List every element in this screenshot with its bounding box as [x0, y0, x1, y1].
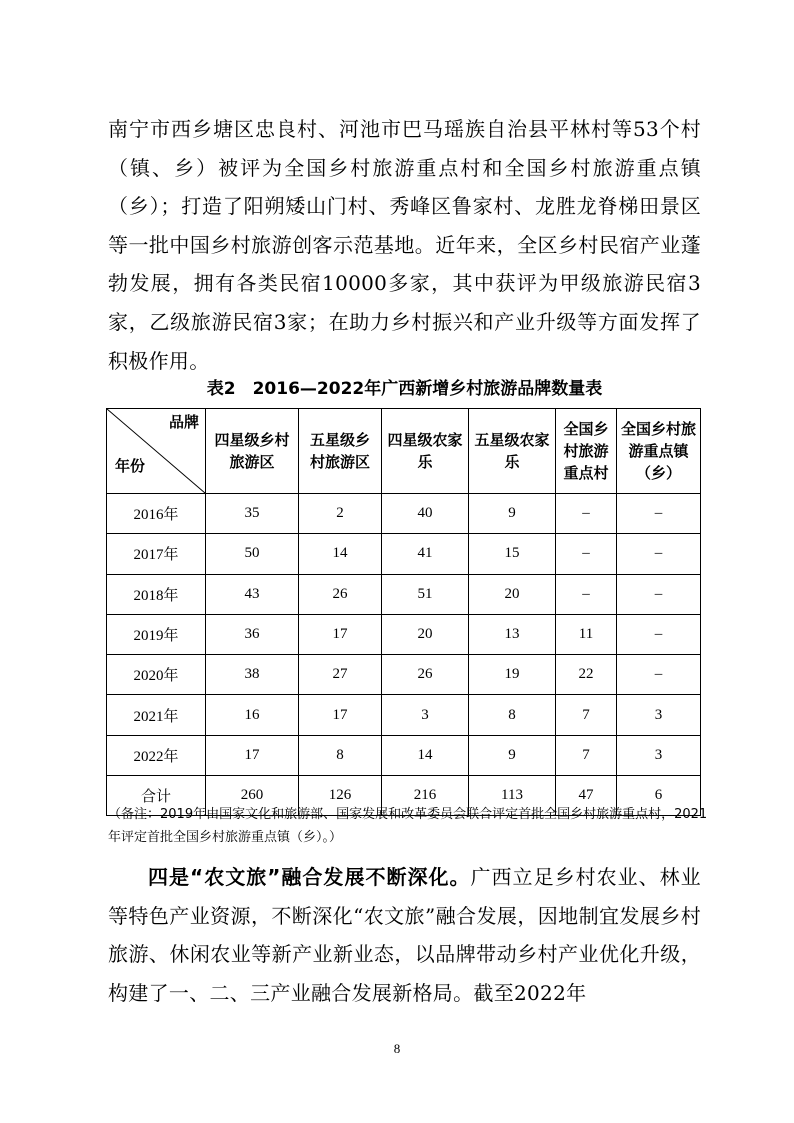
- year-cell: 2021年: [107, 695, 206, 735]
- paragraph-2: [108, 858, 701, 1012]
- table-row: [107, 574, 701, 614]
- table-cell: –: [556, 574, 617, 614]
- table-cell: –: [617, 574, 701, 614]
- table-cell: 3: [382, 695, 469, 735]
- table-cell: –: [617, 614, 701, 654]
- table-cell: 27: [299, 655, 382, 695]
- column-header: 四星级乡村旅游区: [206, 409, 299, 494]
- year-cell: 2020年: [107, 655, 206, 695]
- table-cell: 7: [556, 695, 617, 735]
- corner-header-cell: [107, 409, 206, 494]
- year-cell: 2018年: [107, 574, 206, 614]
- column-header: 五星级农家乐: [469, 409, 556, 494]
- table-cell: 260: [206, 776, 299, 816]
- table-body: [107, 494, 701, 816]
- table-cell: 216: [382, 776, 469, 816]
- table-cell: 41: [382, 534, 469, 574]
- paragraph-2-body: 广西立足乡村农业、林业等特色产业资源，不断深化“农文旅”融合发展，因地制宜发展乡村旅游、休闲农业等新产业新业态，以品牌带动乡村产业优化升级，构建了一、二、三产业融合发展新格局。截至2022年: [108, 865, 701, 1005]
- year-cell: 2022年: [107, 735, 206, 775]
- table-cell: 38: [206, 655, 299, 695]
- brand-table: [106, 408, 701, 816]
- table-row: [107, 695, 701, 735]
- table-cell: 26: [299, 574, 382, 614]
- paragraph-2-lead: 四是“农文旅”融合发展不断深化。: [148, 865, 471, 889]
- table-cell: –: [617, 655, 701, 695]
- table-cell: 47: [556, 776, 617, 816]
- table-cell: 20: [469, 574, 556, 614]
- table-cell: 40: [382, 494, 469, 534]
- table-cell: 16: [206, 695, 299, 735]
- table-cell: 14: [382, 735, 469, 775]
- table-cell: 6: [617, 776, 701, 816]
- table-cell: 22: [556, 655, 617, 695]
- table-row: [107, 655, 701, 695]
- table-cell: 15: [469, 534, 556, 574]
- table-cell: 113: [469, 776, 556, 816]
- table-cell: 14: [299, 534, 382, 574]
- table-row: [107, 614, 701, 654]
- table-cell: 2: [299, 494, 382, 534]
- table-cell: 9: [469, 735, 556, 775]
- table-cell: 9: [469, 494, 556, 534]
- table-cell: 17: [299, 695, 382, 735]
- table-cell: 26: [382, 655, 469, 695]
- column-header: 五星级乡村旅游区: [299, 409, 382, 494]
- table-cell: 17: [299, 614, 382, 654]
- table-cell: 13: [469, 614, 556, 654]
- table-cell: 11: [556, 614, 617, 654]
- table-cell: 3: [617, 735, 701, 775]
- table-header-row: [107, 409, 701, 494]
- table-cell: 51: [382, 574, 469, 614]
- table-cell: 19: [469, 655, 556, 695]
- table-cell: 36: [206, 614, 299, 654]
- corner-label-year: 年份: [115, 457, 146, 475]
- table-cell: 20: [382, 614, 469, 654]
- table-cell: 43: [206, 574, 299, 614]
- year-cell: 2019年: [107, 614, 206, 654]
- year-cell: 2017年: [107, 534, 206, 574]
- table-cell: 50: [206, 534, 299, 574]
- table-caption: 表2 2016—2022年广西新增乡村旅游品牌数量表: [206, 379, 603, 399]
- year-cell: 合计: [107, 776, 206, 816]
- table-note: （备注：2019年由国家文化和旅游部、国家发展和改革委员会联合评定首批全国乡村旅游重点村，2021年评定首批全国乡村旅游重点镇（乡）。）: [108, 807, 708, 845]
- table-cell: –: [617, 494, 701, 534]
- table-cell: 8: [299, 735, 382, 775]
- table-cell: 8: [469, 695, 556, 735]
- table-row: [107, 735, 701, 775]
- table-cell: 7: [556, 735, 617, 775]
- table-row: [107, 534, 701, 574]
- table-cell: 35: [206, 494, 299, 534]
- page-number: 8: [393, 1041, 401, 1056]
- corner-label-brand: 品牌: [168, 413, 199, 431]
- paragraph-1: 南宁市西乡塘区忠良村、河池市巴马瑶族自治县平林村等53个村（镇、乡）被评为全国乡村旅游重点村和全国乡村旅游重点镇（乡）；打造了阳朔矮山门村、秀峰区鲁家村、龙胜龙脊梯田景区等一批中国乡村旅游创客示范基地。近年来，全区乡村民宿产业蓬勃发展，拥有各类民宿10000多家，其中获评为甲级旅游民宿3家，乙级旅游民宿3家；在助力乡村振兴和产业升级等方面发挥了积极作用。: [108, 117, 701, 373]
- column-header: 全国乡村旅游重点镇（乡）: [617, 409, 701, 494]
- table-cell: –: [556, 494, 617, 534]
- table-cell: 3: [617, 695, 701, 735]
- table-cell: 17: [206, 735, 299, 775]
- table-cell: –: [556, 534, 617, 574]
- table-cell: –: [617, 534, 701, 574]
- year-cell: 2016年: [107, 494, 206, 534]
- column-header: 全国乡村旅游重点村: [556, 409, 617, 494]
- table-row: [107, 494, 701, 534]
- column-header: 四星级农家乐: [382, 409, 469, 494]
- table-cell: 126: [299, 776, 382, 816]
